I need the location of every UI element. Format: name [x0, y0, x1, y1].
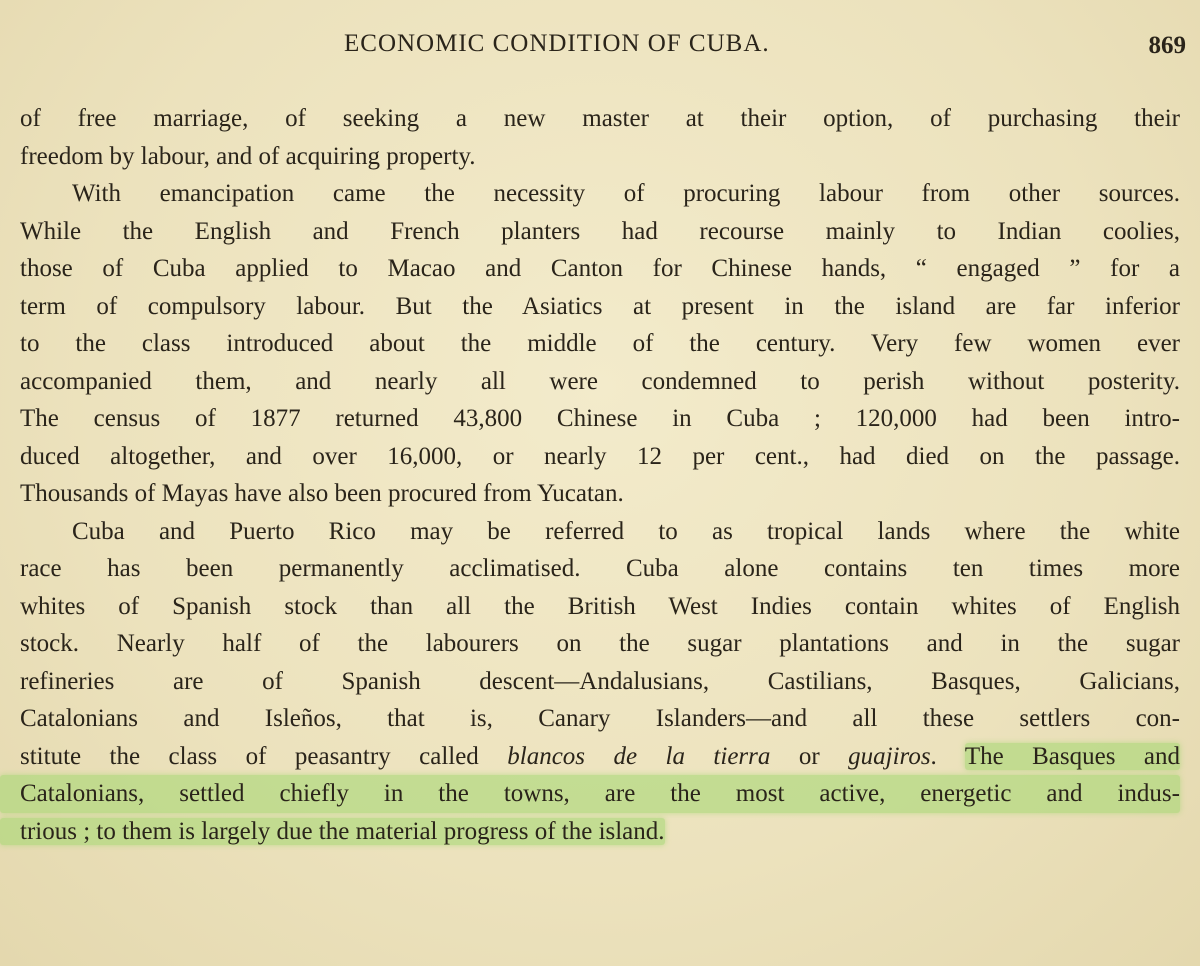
text-line: Thousands of Mayas have also been procured from Yucatan.	[20, 480, 624, 507]
highlighted-line: Catalonians, settled chiefly in the towns, are the most active, energetic and indus-	[0, 775, 1180, 813]
text-line: stock. Nearly half of the labourers on the sugar plantations and in the sugar	[20, 630, 1180, 657]
text-line: whites of Spanish stock than all the British West Indies contain whites of English	[20, 592, 1180, 620]
highlighted-text: The Basques and	[964, 742, 1181, 770]
italic-term: blancos de la tierra	[507, 742, 771, 770]
text-line: those of Cuba applied to Macao and Canton for Chinese hands, “ engaged ” for a	[20, 255, 1180, 282]
text-line: of free marriage, of seeking a new master at their option, of purchasing their	[20, 105, 1180, 132]
text-line: Catalonians and Isleños, that is, Canary Islanders—and all these settlers con-	[20, 705, 1180, 732]
line-text: .	[930, 742, 965, 770]
line-text: or	[770, 742, 849, 770]
text-line: term of compulsory labour. But the Asiatics at present in the island are far inferior	[20, 292, 1180, 320]
line-text: stitute the class of peasantry called	[20, 742, 508, 770]
text-line	[20, 813, 1180, 851]
text-line: The census of 1877 returned 43,800 Chinese in Cuba ; 120,000 had been intro-	[20, 405, 1180, 432]
text-line: accompanied them, and nearly all were condemned to perish without posterity.	[20, 367, 1180, 395]
italic-term: guajiros	[848, 742, 931, 770]
text-line: While the English and French planters had recourse mainly to Indian coolies,	[20, 217, 1180, 245]
text-line: refineries are of Spanish descent—Andalusians, Castilians, Basques, Galicians,	[20, 667, 1180, 695]
text-line: Cuba and Puerto Rico may be referred to as tropical lands where the white	[72, 517, 1180, 545]
text-line: to the class introduced about the middle of the century. Very few women ever	[20, 330, 1180, 357]
text-line: duced altogether, and over 16,000, or nearly 12 per cent., had died on the passage.	[20, 442, 1180, 470]
text-line: With emancipation came the necessity of procuring labour from other sources.	[72, 180, 1180, 207]
highlighted-text: trious ; to them is largely due the material progress of the island.	[0, 818, 665, 845]
page-number: 869	[1148, 32, 1186, 59]
text-line: race has been permanently acclimatised. Cuba alone contains ten times more	[20, 555, 1180, 582]
body-text	[20, 100, 1180, 850]
running-title: ECONOMIC CONDITION OF CUBA.	[344, 30, 770, 57]
text-line: freedom by labour, and of acquiring property.	[20, 142, 476, 170]
running-head	[0, 28, 1200, 68]
text-line-with-highlight	[20, 738, 1180, 776]
